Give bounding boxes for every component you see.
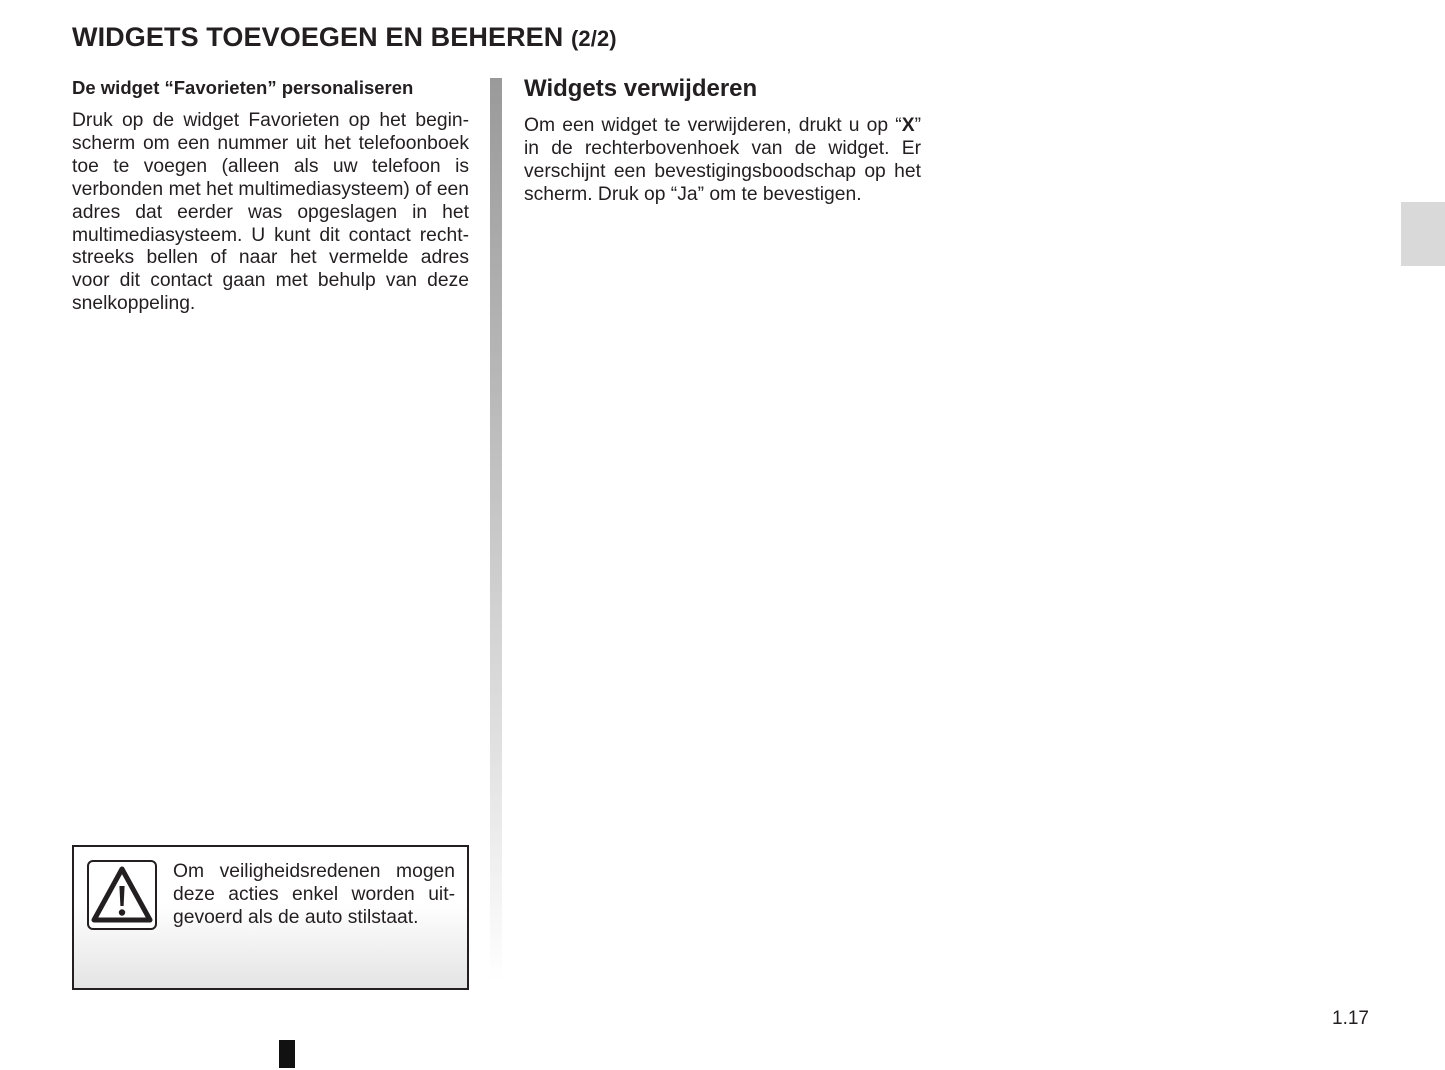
safety-warning-text: Om veiligheidsredenen mogen deze acties enkel worden uitgevoerd als de auto stilstaat. (173, 861, 455, 928)
page-number: 1.17 (1332, 1008, 1369, 1029)
right-column (524, 74, 921, 207)
close-x-label: X (901, 115, 915, 136)
page-title (72, 22, 617, 53)
remove-widgets-body-part2: ” in de rechterbovenhoek van de widget. Er verschijnt een bevestigingsboodschap op het scherm. Druk op “Ja” om te bevestigen. (524, 115, 921, 205)
favorites-section-heading: De widget “Favorieten” personaliseren (72, 77, 414, 98)
chapter-side-tab (1401, 202, 1445, 266)
page-title-part-indicator: (2/2) (570, 26, 617, 51)
warning-triangle-icon (87, 860, 157, 930)
favorites-section-body: Druk op de widget Favorieten op het beginscherm om een nummer uit het telefoonboek toe te voegen (alleen als uw telefoon is verbonden met het multimediasysteem) of een adres dat eerder was opgeslagen in het multimediasysteem. U kunt dit contact rechtstreeks bellen of naar het vermelde adres voor dit contact gaan met behulp van deze snelkoppeling. (72, 110, 469, 315)
bottom-crop-mark (279, 1040, 295, 1068)
column-divider (490, 78, 502, 983)
page-title-text: WIDGETS TOEVOEGEN EN BEHEREN (72, 22, 564, 52)
remove-widgets-heading: Widgets verwijderen (524, 75, 758, 102)
safety-warning-box (72, 845, 469, 990)
remove-widgets-body (524, 115, 921, 207)
left-column (72, 76, 469, 316)
remove-widgets-body-part1: Om een widget te verwijderen, drukt u op “ (524, 115, 902, 136)
